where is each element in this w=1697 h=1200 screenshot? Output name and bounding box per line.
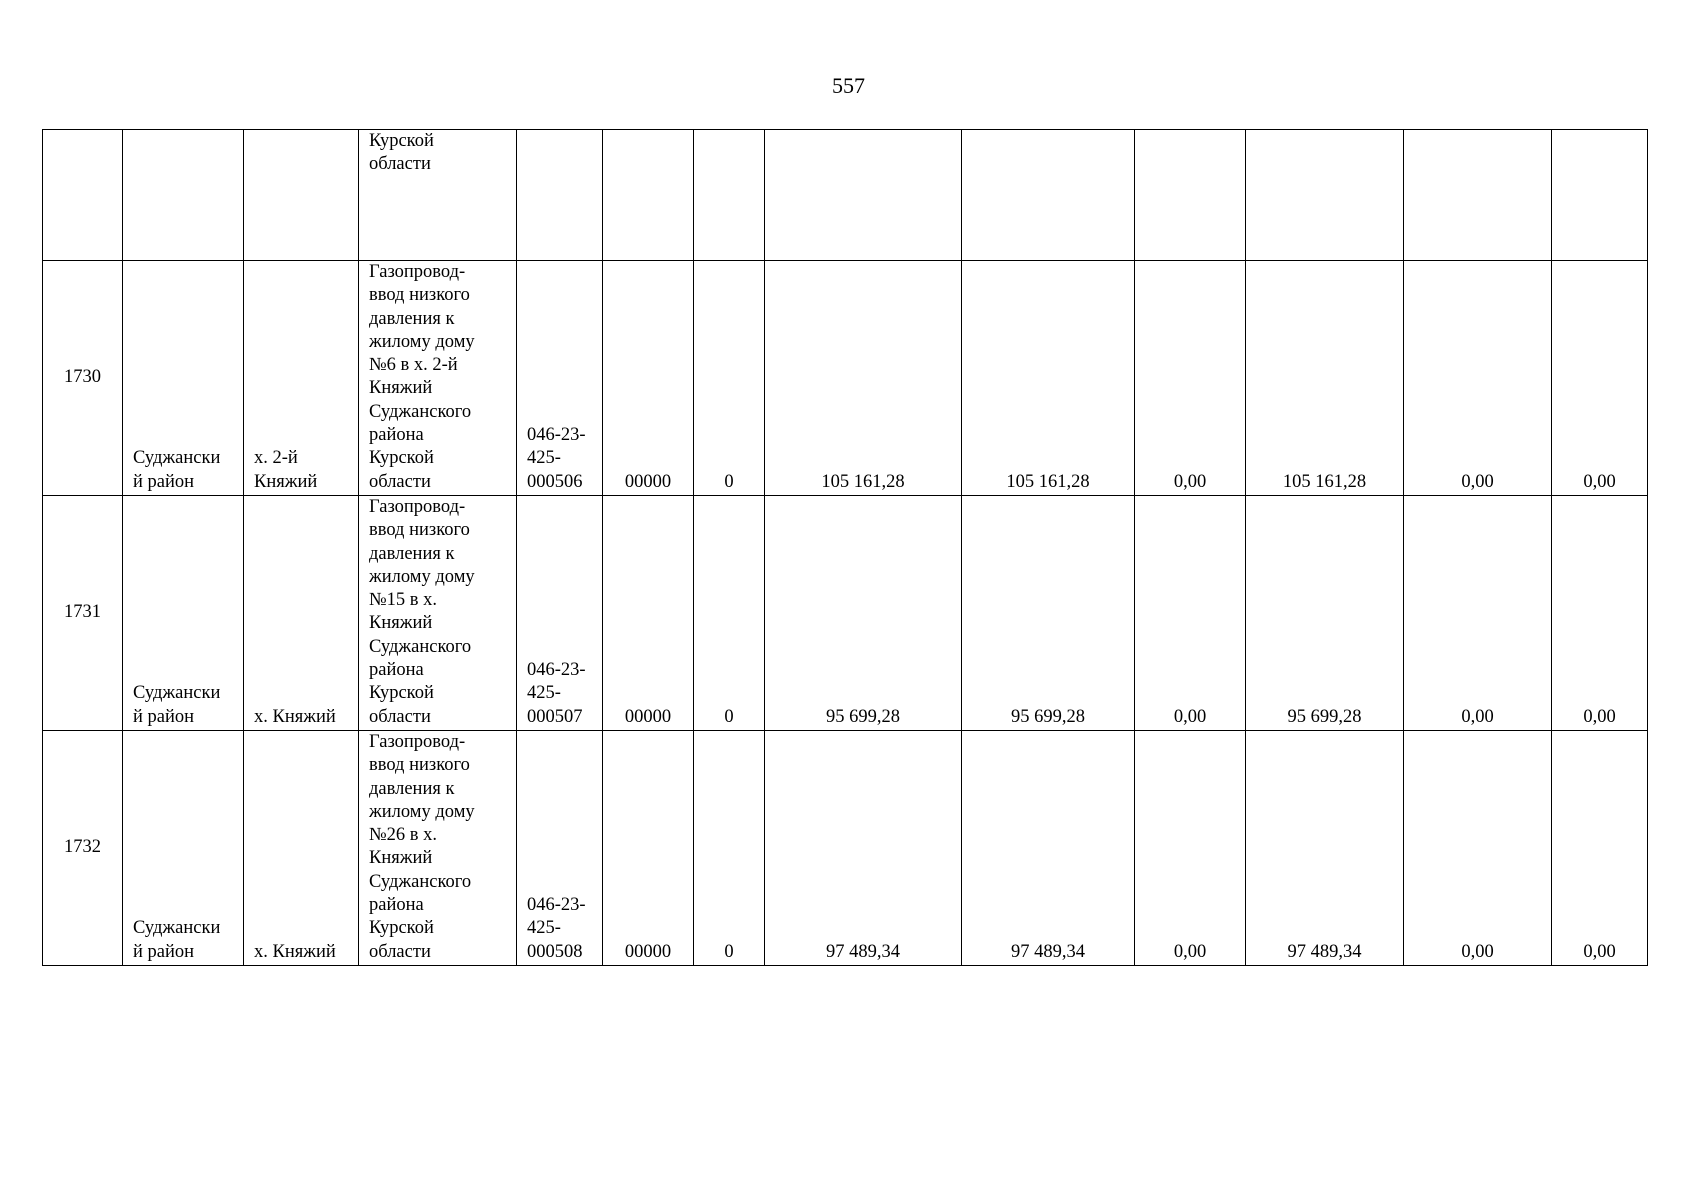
cell-code-a: 00000 — [603, 261, 694, 496]
cell-code-a — [603, 130, 694, 261]
cell-value-1 — [765, 130, 962, 261]
cell-settlement — [244, 130, 359, 261]
table-row — [43, 495, 1648, 730]
registry-table — [42, 129, 1648, 966]
cell-registry-code — [517, 130, 603, 261]
cell-object: Газопровод- ввод низкого давления к жилому дому №26 в х. Княжий Суджанского района Курской области — [359, 730, 517, 965]
table-row-continuation — [43, 130, 1648, 261]
page-number: 557 — [832, 73, 865, 98]
cell-value-6: 0,00 — [1552, 495, 1648, 730]
cell-value-1: 95 699,28 — [765, 495, 962, 730]
table-row — [43, 730, 1648, 965]
cell-value-2: 95 699,28 — [962, 495, 1135, 730]
cell-value-5: 0,00 — [1404, 495, 1552, 730]
cell-value-6: 0,00 — [1552, 261, 1648, 496]
cell-object: Газопровод- ввод низкого давления к жилому дому №6 в х. 2-й Княжий Суджанского района Курской области — [359, 261, 517, 496]
cell-value-2: 97 489,34 — [962, 730, 1135, 965]
cell-value-3: 0,00 — [1135, 261, 1246, 496]
cell-district: Суджански й район — [123, 261, 244, 496]
cell-value-5: 0,00 — [1404, 730, 1552, 965]
cell-number: 1731 — [43, 495, 123, 730]
table-row — [43, 261, 1648, 496]
cell-code-a: 00000 — [603, 730, 694, 965]
cell-code-a: 00000 — [603, 495, 694, 730]
cell-district — [123, 130, 244, 261]
cell-value-3 — [1135, 130, 1246, 261]
cell-value-4: 105 161,28 — [1246, 261, 1404, 496]
cell-registry-code: 046-23- 425- 000507 — [517, 495, 603, 730]
cell-code-b: 0 — [694, 730, 765, 965]
cell-object: Курской области — [359, 130, 517, 261]
cell-value-3: 0,00 — [1135, 730, 1246, 965]
cell-value-4: 97 489,34 — [1246, 730, 1404, 965]
cell-number: 1732 — [43, 730, 123, 965]
cell-code-b — [694, 130, 765, 261]
cell-value-6 — [1552, 130, 1648, 261]
cell-value-4: 95 699,28 — [1246, 495, 1404, 730]
cell-settlement: х. Княжий — [244, 495, 359, 730]
cell-value-1: 105 161,28 — [765, 261, 962, 496]
cell-value-5 — [1404, 130, 1552, 261]
cell-value-1: 97 489,34 — [765, 730, 962, 965]
cell-value-5: 0,00 — [1404, 261, 1552, 496]
cell-value-6: 0,00 — [1552, 730, 1648, 965]
cell-settlement: х. Княжий — [244, 730, 359, 965]
cell-number — [43, 130, 123, 261]
cell-registry-code: 046-23- 425- 000506 — [517, 261, 603, 496]
cell-number: 1730 — [43, 261, 123, 496]
cell-registry-code: 046-23- 425- 000508 — [517, 730, 603, 965]
cell-settlement: х. 2-й Княжий — [244, 261, 359, 496]
cell-value-4 — [1246, 130, 1404, 261]
cell-district: Суджански й район — [123, 495, 244, 730]
cell-value-2 — [962, 130, 1135, 261]
cell-code-b: 0 — [694, 261, 765, 496]
cell-value-3: 0,00 — [1135, 495, 1246, 730]
cell-value-2: 105 161,28 — [962, 261, 1135, 496]
cell-object: Газопровод- ввод низкого давления к жилому дому №15 в х. Княжий Суджанского района Курской области — [359, 495, 517, 730]
cell-code-b: 0 — [694, 495, 765, 730]
cell-district: Суджански й район — [123, 730, 244, 965]
